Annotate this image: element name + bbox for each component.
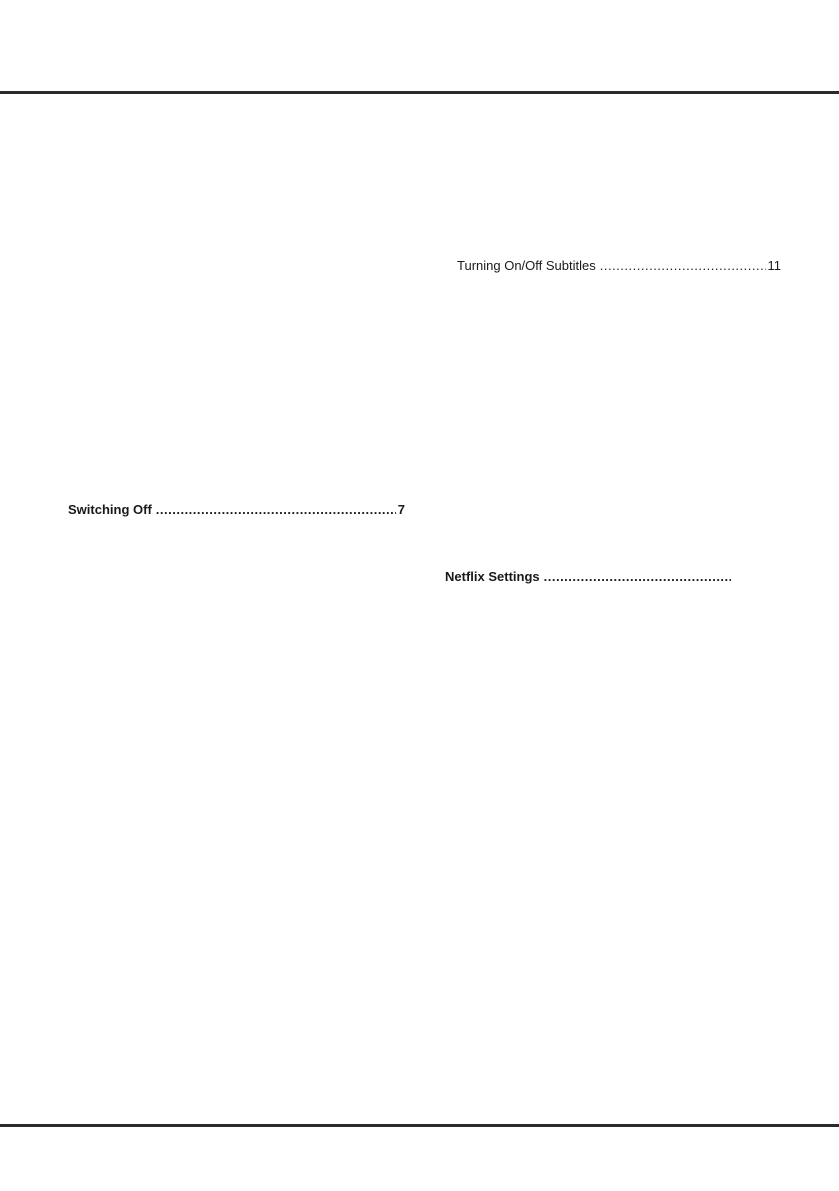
toc-entry-label: Turning On/Off Subtitles bbox=[457, 258, 596, 273]
toc-entry-page-number: 11 bbox=[767, 258, 781, 273]
header-rule bbox=[0, 91, 839, 94]
toc-entry-turning-on-off-subtitles[interactable] bbox=[457, 258, 781, 274]
toc-leader-dots bbox=[600, 258, 766, 274]
toc-entry-label: Switching Off bbox=[68, 502, 152, 517]
toc-entry-netflix-settings[interactable] bbox=[445, 569, 733, 585]
toc-leader-dots bbox=[156, 502, 396, 518]
toc-entry-label: Netflix Settings bbox=[445, 569, 540, 584]
toc-entry-page-number: 7 bbox=[397, 502, 405, 517]
toc-leader-dots bbox=[544, 569, 731, 585]
footer-rule bbox=[0, 1124, 839, 1127]
toc-entry-switching-off[interactable] bbox=[68, 502, 405, 518]
